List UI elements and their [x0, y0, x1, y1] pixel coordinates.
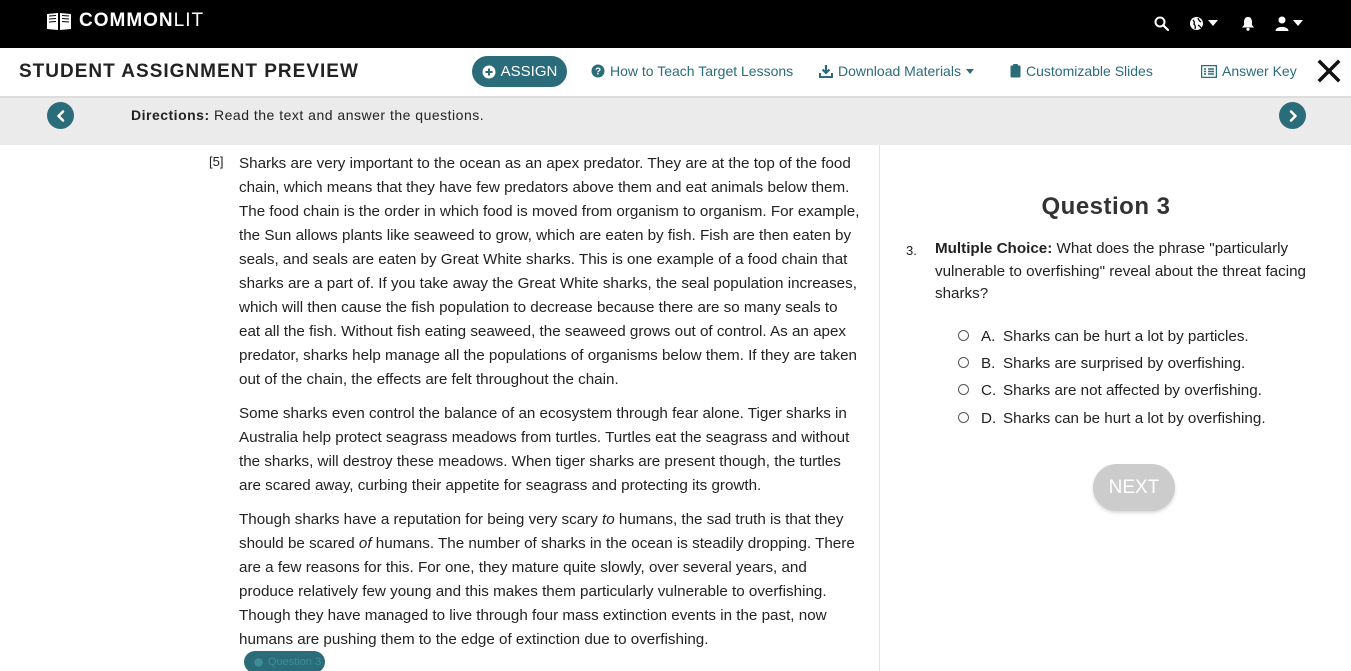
- question-type: Multiple Choice:: [935, 240, 1053, 257]
- assign-button[interactable]: [472, 56, 567, 87]
- question-circle-icon: [591, 64, 605, 78]
- directions-body: Read the text and answer the questions.: [214, 107, 485, 123]
- chevron-right-icon: [1287, 110, 1299, 122]
- notifications-button[interactable]: [1241, 12, 1255, 34]
- choice-text: Sharks are surprised by overfishing.: [1003, 354, 1246, 372]
- how-to-teach-link[interactable]: [591, 63, 793, 79]
- answer-key-link[interactable]: [1201, 63, 1297, 79]
- question-text: What does the phrase "particularly vulnerable to overfishing" reveal about the threat facing sharks?: [935, 240, 1306, 302]
- choice-c[interactable]: [958, 379, 1262, 401]
- user-icon: [1275, 16, 1289, 31]
- list-icon: [1201, 65, 1217, 78]
- clipboard-icon: [1010, 64, 1021, 78]
- radio-button[interactable]: [958, 412, 969, 423]
- paragraph-number: [5]: [209, 154, 224, 169]
- plus-circle-icon: [482, 65, 496, 79]
- passage-paragraph: [239, 508, 861, 652]
- chevron-down-icon: [1208, 20, 1218, 26]
- question-title: Question 3: [1041, 193, 1171, 220]
- book-logo-icon: [46, 11, 72, 31]
- close-icon[interactable]: [1317, 58, 1341, 84]
- passage-paragraph: Sharks are very important to the ocean as an apex predator. They are at the top of the food chain, which means that they have few predators above them and eat animals below them. The food chain is the order in which food is moved from organism to organism. For example, the Sun allows plants like seaweed to grow, which are eaten by fish. Fish are then eaten by seals, and seals are eaten by Great White sharks. This is one example of a food chain that sharks are a part of. If you take away the Great White sharks, the seal population increases, which will then cause the fish population to decrease because there are so many seals to eat all the fish. Without fish eating seaweed, the seaweed grows out of control. As an apex predator, sharks help manage all the populations of organisms below them. If they are taken out of the chain, the effects are felt throughout the chain.: [239, 155, 860, 388]
- question-number: 3.: [906, 243, 917, 258]
- search-button[interactable]: [1154, 12, 1169, 34]
- user-menu[interactable]: [1275, 12, 1303, 34]
- chevron-down-icon: [1293, 20, 1303, 26]
- choice-text: Sharks are not affected by overfishing.: [1003, 381, 1262, 399]
- directions-bar: [0, 98, 1351, 145]
- question-tag-label: Question 3: [268, 656, 322, 668]
- assignment-header: [0, 48, 1351, 98]
- logo-text-light: LIT: [173, 10, 205, 31]
- next-page-button[interactable]: [1279, 102, 1306, 129]
- page-title: STUDENT ASSIGNMENT PREVIEW: [19, 61, 359, 82]
- answer-key-label: Answer Key: [1222, 63, 1297, 79]
- emphasis-text: of: [358, 535, 372, 552]
- directions-text: [131, 107, 484, 123]
- question-prompt: [935, 238, 1330, 306]
- previous-button[interactable]: [47, 102, 74, 129]
- choice-b[interactable]: [958, 352, 1245, 374]
- commonlit-logo[interactable]: [46, 10, 204, 32]
- svg-text:?: ?: [594, 66, 602, 78]
- choice-letter: B.: [981, 354, 996, 372]
- text-segment: humans. The number of sharks in the ocean is steadily dropping. There are a few reasons for this. For one, they mature quite slowly, over several years, and produce relatively few young and this makes them particularly vulnerable to overfishing. Though they have managed to live through four mass extinction events in the past, now humans are pushing them to the edge of extinction due to overfishing.: [239, 535, 855, 648]
- language-menu[interactable]: [1189, 12, 1218, 34]
- download-label: Download Materials: [838, 63, 961, 79]
- text-segment: humans, the sad truth is that they should be scared: [239, 511, 844, 552]
- choice-text: Sharks can be hurt a lot by overfishing.: [1003, 409, 1266, 427]
- emphasis-text: to: [602, 511, 615, 528]
- passage-paragraph: Some sharks even control the balance of an ecosystem through fear alone. Tiger sharks in Australia help protect seagrass meadows from turtles. Turtles eat the seagrass and without the sharks, will destroy these meadows. When tiger sharks are present though, the turtles are scared away, curbing their appetite for seagrass and protecting its growth.: [239, 405, 850, 494]
- how-to-teach-label: How to Teach Target Lessons: [610, 63, 794, 79]
- search-icon: [1154, 16, 1169, 31]
- radio-button[interactable]: [958, 330, 969, 341]
- question-tag[interactable]: [244, 651, 325, 671]
- choice-letter: D.: [981, 409, 997, 427]
- chevron-left-icon: [55, 110, 67, 122]
- next-button[interactable]: NEXT: [1093, 464, 1175, 511]
- customizable-slides-link[interactable]: [1010, 63, 1153, 79]
- chevron-down-icon: [966, 69, 974, 74]
- plus-circle-icon: [254, 658, 263, 667]
- slides-label: Customizable Slides: [1026, 63, 1153, 79]
- choice-a[interactable]: [958, 325, 1249, 347]
- choice-text: Sharks can be hurt a lot by particles.: [1003, 327, 1249, 345]
- download-materials-menu[interactable]: [819, 63, 974, 79]
- assign-label: ASSIGN: [500, 63, 558, 80]
- choice-d[interactable]: [958, 407, 1266, 429]
- logo-text-bold: COMMON: [79, 10, 174, 31]
- choice-letter: A.: [981, 327, 996, 345]
- text-segment: Though sharks have a reputation for being very scary: [239, 511, 603, 528]
- directions-label: Directions:: [131, 107, 210, 123]
- radio-button[interactable]: [958, 384, 969, 395]
- bell-icon: [1241, 16, 1255, 31]
- globe-icon: [1189, 16, 1204, 31]
- top-navbar: [0, 0, 1351, 48]
- choice-letter: C.: [981, 381, 997, 399]
- reading-passage[interactable]: [0, 145, 880, 671]
- radio-button[interactable]: [958, 357, 969, 368]
- download-icon: [819, 64, 833, 78]
